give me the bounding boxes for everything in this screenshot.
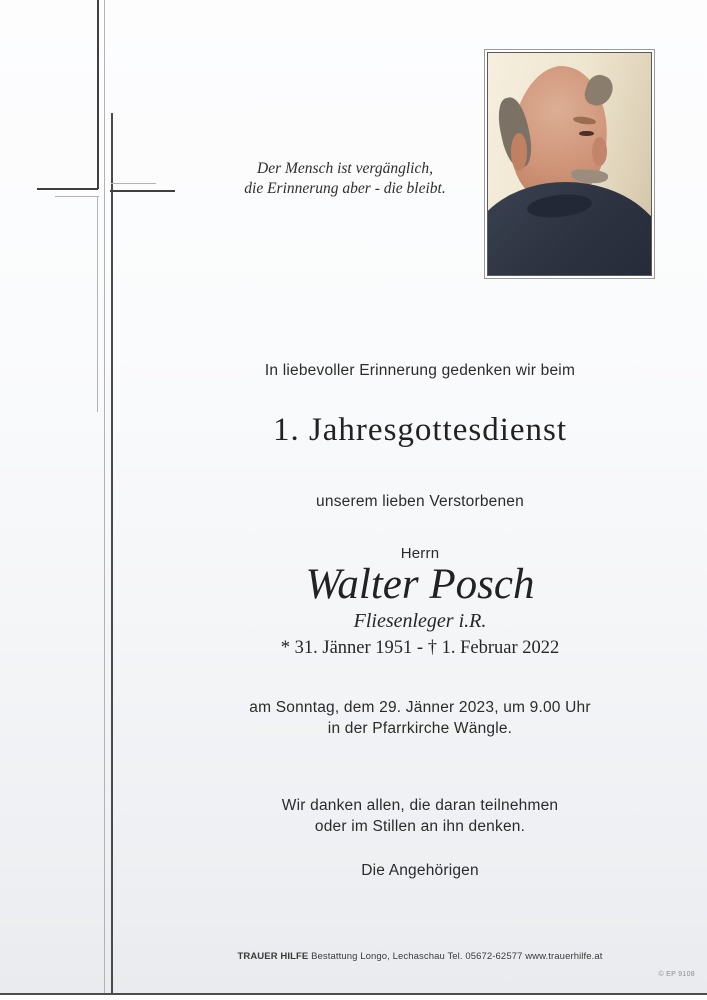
cross-horizontal-dark-left [37,188,98,190]
cross-horizontal-light-left [55,196,99,197]
cross-vertical-light-short [97,196,98,412]
cross-vertical-dark-lower [111,113,113,993]
thanks-line-1: Wir danken allen, die daran teilnehmen [281,797,559,814]
dedication-line: unserem lieben Verstorbenen [316,493,524,510]
salutation-line: Herrn [400,545,440,562]
man-ear [511,133,527,171]
service-heading: 1. Jahresgottesdienst [272,412,568,448]
deceased-profession: Fliesenleger i.R. [353,610,487,632]
thanks-line-2: oder im Stillen an ihn denken. [314,817,526,835]
service-details [145,697,695,739]
funeral-home-brand: TRAUER HILFE [237,951,309,962]
service-location: in der Pfarrkirche Wängle. [327,720,513,737]
cross-horizontal-dark-right [110,190,175,192]
cross-vertical-light-full [104,0,105,993]
cross-horizontal-light-right [111,183,156,184]
quote-line-1: Der Mensch ist vergänglich, [257,160,433,177]
print-copyright: © EP 9108 [658,971,695,978]
service-date-time: am Sonntag, dem 29. Jänner 2023, um 9.00 Uhr [249,699,591,716]
cross-vertical-dark-upper [97,0,99,189]
thanks-message [145,796,695,837]
funeral-home-details: Bestattung Longo, Lechaschau Tel. 05672-62577 www.trauerhilfe.at [308,951,603,962]
funeral-home-footer [145,951,695,962]
portrait-photo [484,49,655,279]
deceased-name: Walter Posch [305,561,535,608]
birth-death-dates: * 31. Jänner 1951 - † 1. Februar 2022 [280,638,560,658]
intro-line: In liebevoller Erinnerung gedenken wir beim [264,362,576,379]
quote-line-2: die Erinnerung aber - die bleibt. [244,179,446,197]
portrait-photo-frame [487,52,652,276]
man-nose [592,137,607,166]
closing-signature: Die Angehörigen [361,862,479,879]
scan-bottom-margin [0,995,707,1000]
memorial-quote [225,159,465,199]
